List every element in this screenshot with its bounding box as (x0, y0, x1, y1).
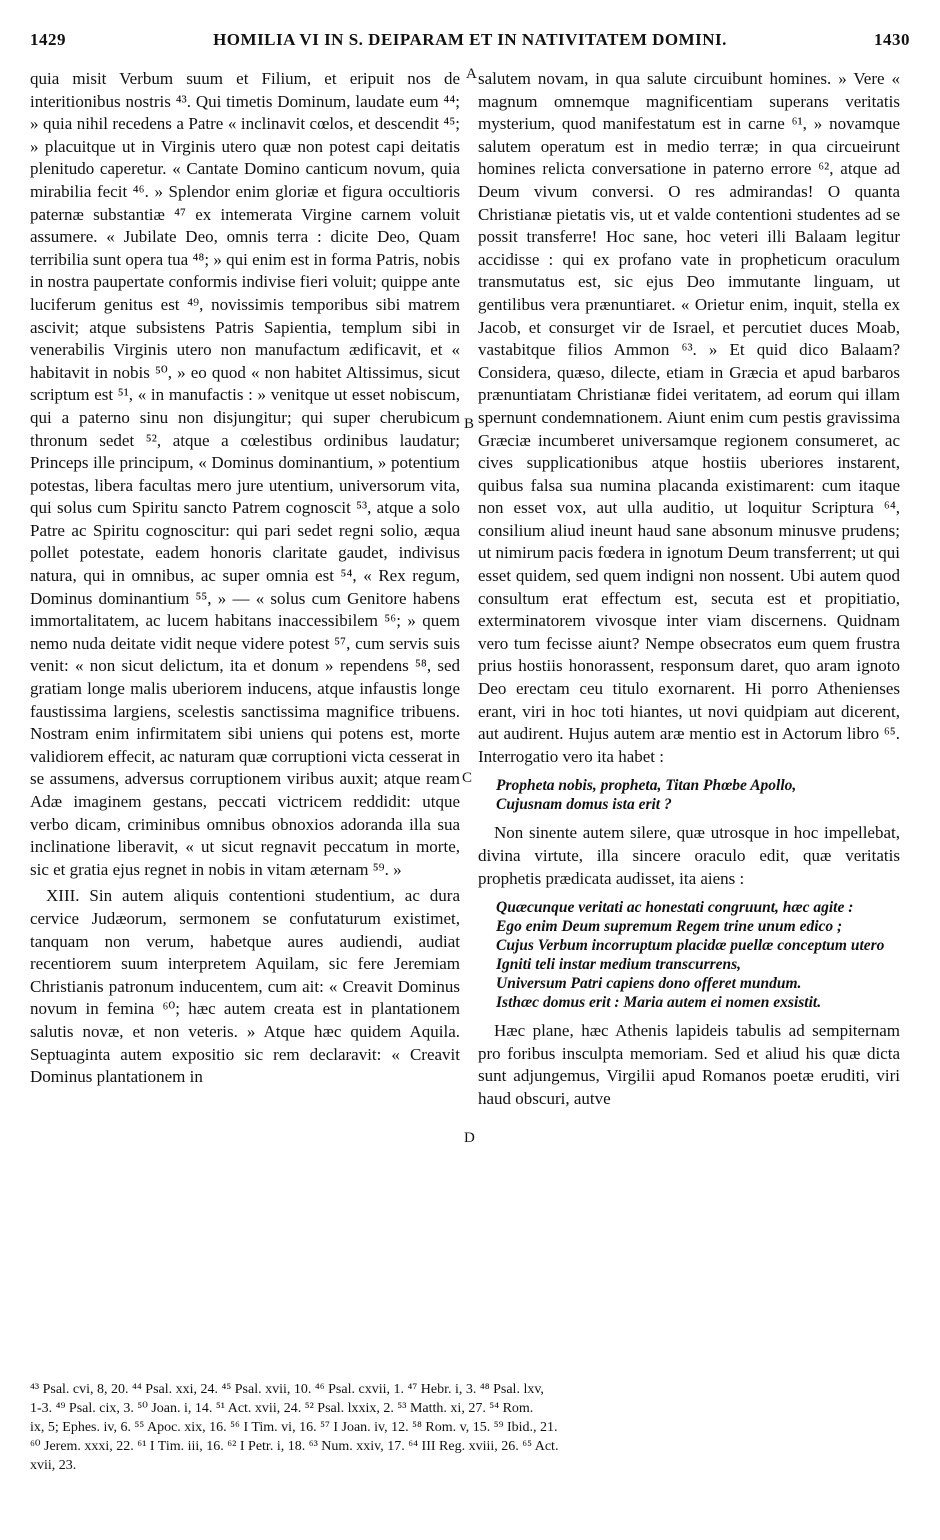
right-column (478, 68, 900, 1370)
running-title: HOMILIA VI IN S. DEIPARAM ET IN NATIVITATEM DOMINI. (213, 30, 727, 49)
verse-line: Universum Patri capiens dono offeret mundum. (496, 975, 802, 993)
oracle-question-verse (496, 776, 900, 814)
verse-line: Ego enim Deum supremum Regem trine unum edico ; (496, 918, 843, 936)
footnote-line: ix, 5; Ephes. iv, 6. ⁵⁵ Apoc. xix, 16. ⁵⁶ I Tim. vi, 16. ⁵⁷ I Joan. iv, 12. ⁵⁸ Rom. v, 15. ⁵⁹ Ibid., 21. (30, 1420, 558, 1435)
verse-line: Igniti teli instar medium transcurrens, (496, 956, 742, 974)
footnote-line: ⁶⁰ Jerem. xxxi, 22. ⁶¹ I Tim. iii, 16. ⁶² I Petr. i, 18. ⁶³ Num. xxiv, 17. ⁶⁴ III Reg. xviii, 26. ⁶⁵ Act. (30, 1439, 559, 1454)
left-column (30, 68, 460, 1370)
paragraph: Hæc plane, hæc Athenis lapideis tabulis ad sempiternam pro foribus insculpta memoriam. Sed et aliud his quæ dicta sunt adjungemus, Virgilii apud Romanos poetæ eruditi, viri haud obscuri, autve (478, 1021, 900, 1108)
verse-line: Cujusnam domus ista erit ? (496, 796, 672, 814)
verse-line: Quæcunque veritati ac honestati congruunt, hæc agite : (496, 899, 854, 917)
verse-line: Propheta nobis, propheta, Titan Phœbe Apollo, (496, 777, 797, 795)
margin-mark-d: D (464, 1130, 475, 1146)
footnote-line: ⁴³ Psal. cvi, 8, 20. ⁴⁴ Psal. xxi, 24. ⁴⁵ Psal. xvii, 10. ⁴⁶ Psal. cxvii, 1. ⁴⁷ Hebr. i, 3. ⁴⁸ Psal. lxv, (30, 1382, 544, 1397)
paragraph: quia misit Verbum suum et Filium, et eripuit nos de interitionibus nostris ⁴³. Qui timetis Dominum, laudate eum ⁴⁴; » quia nihil recedens a Patre « inclinavit cœlos, et descendit ⁴⁵; » placuitque ut in Virginis utero quæ non potest capi deitatis plenitudo caperetur. « Cantate Domino canticum novum, quia mirabilia fecit ⁴⁶. » Splendor enim gloriæ et figura occultioris paternæ substantiæ ⁴⁷ ex intemerata Virgine carnem voluit assumere. « Jubilate Deo, omnis terra : dicite Deo, Quam terribilia sunt opera tua ⁴⁸; » qui enim est in forma Patris, nobis in nostra paupertate conformis indivise fieri voluit; quippe ante luciferum genitus est ⁴⁹, novissimis temporibus sibi matrem ascivit; atque subsistens Patris Sapientia, templum sibi in venerabilis Virginis utero non manufactum ædificavit, et « habitavit in nobis ⁵⁰, » eo quod « non habitet Altissimus, sicut scriptum est ⁵¹, « in manufactis : » venitque ut esset nobiscum, qui a paterno sinu non disjungitur; qui super cherubicum thronum sedet ⁵², atque a cœlestibus ordinibus laudatur; Princeps ille principum, « Dominus dominantium, » potentium potestas, libera facultas mero jure utentium, universorum vita, qui solus cum Spiritu sancto Patrem cognoscit ⁵³, atque a solo Patre ac Spiritu cognoscitur: qui pari sedet regni solio, æqua pollet potestate, eadem honoris claritate gaudet, indivisus natura, qui in omnibus, ac super omnia est ⁵⁴, « Rex regum, Dominus dominantium ⁵⁵, » — « solus cum Genitore habens immortalitatem, ac lucem habitans inaccessibilem ⁵⁶; » quem nemo nuda deitate vidit neque videre potest ⁵⁷, cum servis suis venit: « non sicut delictum, ita et donum » rependens ⁵⁸, sed gratiam longe malis uberiorem inducens, atque infaustis longe faustissima largiens, scelestis sanctissima magnifice tribuens. Nostram enim infirmitatem sibi uniens qui potens est, morte validiorem effecit, ac naturam quæ corruptioni victa cesserat in se assumens, adversus corruptionem viribus auxit; atque ream Adæ imaginem gestans, peccati victricem reddidit: utque verbo dicam, criminibus omnibus obnoxios adoranda illa sua inclinatione liberavit, « ut sicut regnavit peccatum in morte, sic et gratia ejus regnet in nobis in vitam æternam ⁵⁹. » (30, 69, 460, 879)
margin-mark-b: B (464, 416, 475, 432)
footnote-line: xvii, 23. (30, 1458, 77, 1473)
paragraph: Non sinente autem silere, quæ utrosque in hoc impellebat, divina virtute, illa sincere oraculo edit, quæ veritatis prophetis prædicata audisset, ita aiens : (478, 823, 900, 888)
footnote-line: 1-3. ⁴⁹ Psal. cix, 3. ⁵⁰ Joan. i, 14. ⁵¹ Act. xvii, 24. ⁵² Psal. lxxix, 2. ⁵³ Matth. xi, 27. ⁵⁴ Rom. (30, 1401, 534, 1416)
page-number-left: 1429 (30, 30, 66, 49)
margin-mark-a: A (466, 66, 477, 82)
page-number-right: 1430 (874, 30, 910, 49)
footnotes (30, 1380, 900, 1525)
paragraph: salutem novam, in qua salute circuibunt homines. » Vere « magnum omnemque magnificentiam superans veritatis mysterium, quod manifestatum est in carne ⁶¹, » novamque salutem operatum est in medio terræ; in qua circueirunt homines relicta conversatione in paterno errore ⁶², atque ad Deum vivum conversi. O res admirandas! O quanta Christianæ pietatis vis, ut et valde contentioni studentes ad se possit transferre! Hoc sane, hoc veteri illi Balaam legitur accidisse : qui ex profano vate in propheticum oraculum transmutatus est, sic ejus Deo immutante linguam, ut gentilibus vera prænuntiaret. « Orietur enim, inquit, stella ex Jacob, et consurget vir de Israel, et percutiet duces Moab, vastabitque filios Ammon ⁶³. » Et quid dico Balaam? Considera, quæso, dilecte, etiam in Græcia et apud barbaros prænuntiatam Christianæ fidei veritatem, ad eorum qui illam spernunt condemnationem. Aiunt enim cum pestis gravissima Græciæ incumberet universamque regionem consumeret, ac cives supplicationibus atque hostiis uberiores instarent, quibus falsa sua numina placanda existimarent: cum itaque non esset vox, aut ulla auditio, ut loquitur Scriptura ⁶⁴, consilium aliud ineunt haud sane absonum minusve prudens; ut nimirum pacis fœdera in ignotum Deum transferrent; ut qui esset quidem, sed quem indigni non nossent. Ubi autem quod consultum erat effectum est, secuta est et propitiatio, exterminatorem vivosque inter viam discernens. Quidnam vero tum fecisse aiunt? Nempe obsecratos eum quem frustra prius hostiis honorassent, responsum daret, quo aram ignoto Deo erectam ceu titulo exornarent. Hi porro Athenienses erant, viri in hoc toti hiantes, ut novi quidpiam aut dicerent, aut audirent. Hujus autem aræ mentio est in Actorum libro ⁶⁵. Interrogatio vero ita habet : (478, 69, 900, 766)
paragraph-section-xiii: XIII. Sin autem aliquis contentioni studentium, ac dura cervice Judæorum, sermonem se confutaturum existimet, tanquam non verum, habetque aures audiendi, audiat recentiorem suum interpretem Aquilam, sic fere Jeremiam Christianis patronum inducentem, cum ait: « Creavit Dominus novum in femina ⁶⁰; hæc autem creata est in plantationem salutis novæ, et non veteris. » Atque hæc quidem Aquila. Septuaginta autem expositio sic rem declaravit: « Creavit Dominus plantationem in (30, 886, 460, 1087)
oracle-answer-verse (496, 898, 900, 1012)
page-header (30, 30, 910, 54)
verse-line: Cujus Verbum incorruptum placidæ puellæ conceptum utero (496, 937, 885, 955)
margin-mark-c: C (462, 770, 473, 786)
verse-line: Isthæc domus erit : Maria autem ei nomen exsistit. (496, 994, 822, 1012)
